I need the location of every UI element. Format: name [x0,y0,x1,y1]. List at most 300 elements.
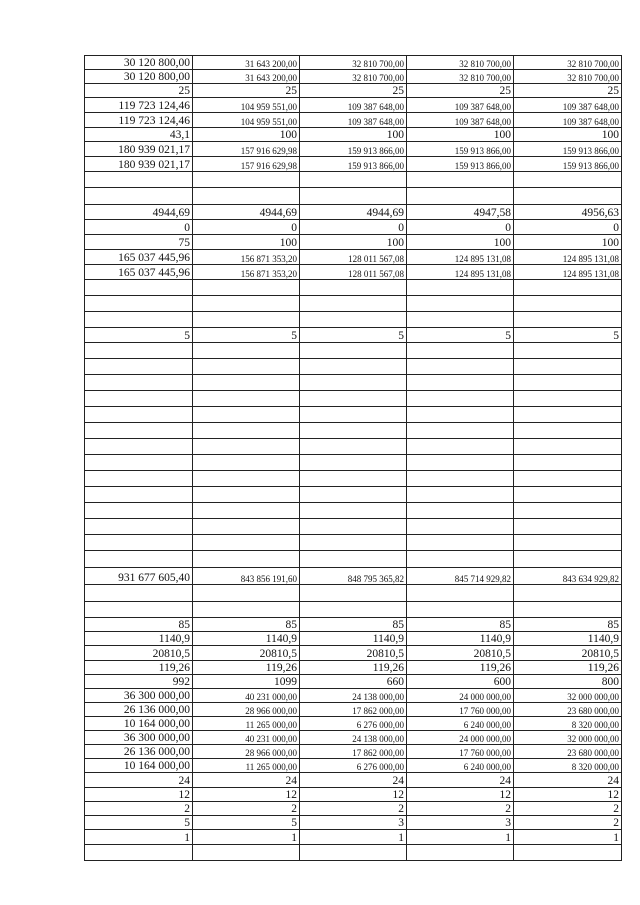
table-cell: 32 000 000,00 [514,689,622,703]
table-cell [300,845,407,861]
table-cell: 17 862 000,00 [300,745,407,759]
table-cell [193,519,300,535]
table-cell [514,343,622,359]
table-cell [85,503,193,519]
table-cell: 17 760 000,00 [407,703,514,717]
table-cell: 1140,9 [85,632,193,646]
table-cell: 10 164 000,00 [85,759,193,773]
table-cell: 10 164 000,00 [85,717,193,731]
table-row [85,845,622,861]
table-cell: 843 856 191,60 [193,568,300,585]
table-cell: 848 795 365,82 [300,568,407,585]
table-cell [300,280,407,296]
table-cell [407,423,514,439]
table-cell: 5 [85,328,193,343]
table-cell [85,375,193,391]
table-cell [514,487,622,503]
table-cell [300,455,407,471]
table-cell [300,407,407,423]
table-cell [407,519,514,535]
table-row [85,98,622,113]
table-cell [407,535,514,551]
table-cell: 85 [193,618,300,632]
table-row [85,585,622,602]
table-cell: 32 810 700,00 [514,70,622,84]
table-cell: 1140,9 [514,632,622,646]
table-cell: 660 [300,675,407,689]
table-cell: 25 [300,84,407,98]
table-cell [514,312,622,328]
table-cell [514,172,622,188]
table-cell [407,343,514,359]
table-cell: 5 [85,816,193,830]
table-cell [407,172,514,188]
table-cell [514,503,622,519]
table-cell: 8 320 000,00 [514,759,622,773]
table-cell: 119,26 [514,661,622,675]
table-cell [514,551,622,568]
table-row [85,788,622,802]
table-cell [85,535,193,551]
table-row [85,675,622,689]
table-row [85,602,622,618]
table-cell: 8 320 000,00 [514,717,622,731]
table-cell: 24 [514,773,622,788]
table-cell: 124 895 131,08 [407,250,514,265]
table-cell: 0 [300,220,407,235]
table-cell: 124 895 131,08 [407,265,514,280]
table-cell [85,407,193,423]
table-cell: 32 810 700,00 [407,70,514,84]
table-cell [300,535,407,551]
table-cell: 4944,69 [300,205,407,220]
table-cell: 119,26 [407,661,514,675]
table-cell [300,296,407,312]
table-cell: 4947,58 [407,205,514,220]
table-cell [300,487,407,503]
table-row [85,375,622,391]
table-cell [407,407,514,423]
table-cell: 128 011 567,08 [300,250,407,265]
table-cell: 32 810 700,00 [407,56,514,70]
table-cell [514,602,622,618]
table-cell: 157 916 629,98 [193,157,300,172]
table-cell [85,585,193,602]
table-cell [193,455,300,471]
table-cell [300,312,407,328]
table-cell [514,455,622,471]
table-cell [407,375,514,391]
table-cell: 800 [514,675,622,689]
table-row [85,84,622,98]
table-cell: 159 913 866,00 [300,142,407,157]
table-cell [193,423,300,439]
table-cell: 26 136 000,00 [85,745,193,759]
table-cell [85,439,193,455]
table-cell [514,585,622,602]
table-cell: 17 862 000,00 [300,703,407,717]
table-cell [300,585,407,602]
table-cell: 180 939 021,17 [85,142,193,157]
table-cell [514,391,622,407]
table-cell [193,487,300,503]
table-cell [85,296,193,312]
table-row [85,280,622,296]
table-cell: 32 000 000,00 [514,731,622,745]
table-cell [193,391,300,407]
table-cell [85,312,193,328]
table-row [85,759,622,773]
table-cell: 109 387 648,00 [407,113,514,128]
table-cell: 119 723 124,46 [85,113,193,128]
table-cell: 3 [300,816,407,830]
table-row [85,205,622,220]
table-cell [514,359,622,375]
table-cell [300,602,407,618]
table-cell: 4944,69 [85,205,193,220]
table-row [85,188,622,205]
table-cell [193,312,300,328]
table-cell: 85 [300,618,407,632]
table-cell [193,503,300,519]
table-cell: 109 387 648,00 [407,98,514,113]
table-cell [407,280,514,296]
table-cell: 5 [407,328,514,343]
table-body [85,56,622,861]
table-row [85,220,622,235]
table-cell: 1 [514,830,622,845]
table-cell [193,439,300,455]
table-row [85,250,622,265]
table-row [85,471,622,487]
table-cell: 124 895 131,08 [514,265,622,280]
table-cell: 4944,69 [193,205,300,220]
table-cell [407,551,514,568]
table-cell: 180 939 021,17 [85,157,193,172]
table-row [85,568,622,585]
table-cell: 2 [193,802,300,816]
table-cell: 32 810 700,00 [514,56,622,70]
table-cell [407,503,514,519]
table-cell [85,471,193,487]
table-cell: 5 [300,328,407,343]
table-cell: 24 [407,773,514,788]
table-row [85,646,622,661]
table-row [85,731,622,745]
table-cell [85,551,193,568]
table-cell: 12 [407,788,514,802]
table-cell: 119 723 124,46 [85,98,193,113]
table-cell: 156 871 353,20 [193,250,300,265]
table-cell [514,471,622,487]
table-cell: 128 011 567,08 [300,265,407,280]
table-cell: 159 913 866,00 [407,157,514,172]
table-cell [85,519,193,535]
table-cell: 5 [514,328,622,343]
table-cell: 20810,5 [85,646,193,661]
table-cell: 109 387 648,00 [300,113,407,128]
table-cell [193,343,300,359]
table-cell: 28 966 000,00 [193,745,300,759]
table-cell: 3 [407,816,514,830]
table-row [85,519,622,535]
table-cell: 5 [193,328,300,343]
table-row [85,172,622,188]
table-row [85,535,622,551]
table-cell: 12 [85,788,193,802]
table-cell: 1140,9 [300,632,407,646]
table-cell: 104 959 551,00 [193,98,300,113]
table-cell: 6 240 000,00 [407,717,514,731]
table-cell: 843 634 929,82 [514,568,622,585]
table-cell: 36 300 000,00 [85,689,193,703]
table-cell: 40 231 000,00 [193,689,300,703]
table-row [85,56,622,70]
table-row [85,128,622,142]
table-cell: 100 [407,128,514,142]
table-cell: 20810,5 [407,646,514,661]
data-table [84,55,622,861]
table-cell: 100 [193,235,300,250]
table-cell [193,602,300,618]
table-row [85,802,622,816]
table-cell [407,359,514,375]
table-cell: 31 643 200,00 [193,70,300,84]
table-cell [85,602,193,618]
table-cell: 20810,5 [300,646,407,661]
table-cell: 100 [407,235,514,250]
table-cell: 100 [514,235,622,250]
table-cell [85,172,193,188]
table-cell [407,585,514,602]
table-cell: 26 136 000,00 [85,703,193,717]
table-cell [300,439,407,455]
table-row [85,391,622,407]
table-cell: 0 [85,220,193,235]
table-cell: 109 387 648,00 [514,98,622,113]
table-cell [193,280,300,296]
table-cell [193,535,300,551]
table-cell [85,188,193,205]
table-cell: 24 138 000,00 [300,689,407,703]
table-cell: 23 680 000,00 [514,745,622,759]
table-cell: 24 [300,773,407,788]
table-cell [193,551,300,568]
table-cell: 12 [300,788,407,802]
table-cell: 159 913 866,00 [300,157,407,172]
table-cell [193,172,300,188]
table-cell [193,585,300,602]
table-cell: 0 [407,220,514,235]
table-cell [193,845,300,861]
table-cell: 25 [407,84,514,98]
table-cell: 1 [85,830,193,845]
table-cell: 6 240 000,00 [407,759,514,773]
table-cell: 25 [514,84,622,98]
table-cell: 11 265 000,00 [193,759,300,773]
table-cell [193,359,300,375]
table-cell: 24 [193,773,300,788]
table-cell: 31 643 200,00 [193,56,300,70]
table-cell: 159 913 866,00 [407,142,514,157]
table-cell: 0 [514,220,622,235]
table-cell: 119,26 [85,661,193,675]
table-row [85,717,622,731]
table-cell: 20810,5 [514,646,622,661]
table-row [85,830,622,845]
table-cell: 1 [407,830,514,845]
table-cell [514,845,622,861]
table-cell: 1 [193,830,300,845]
table-cell [407,312,514,328]
table-cell: 11 265 000,00 [193,717,300,731]
table-cell: 159 913 866,00 [514,157,622,172]
table-row [85,157,622,172]
table-row [85,773,622,788]
table-cell [514,439,622,455]
table-cell: 32 810 700,00 [300,70,407,84]
table-cell: 109 387 648,00 [514,113,622,128]
table-cell [407,471,514,487]
table-cell [407,602,514,618]
table-cell: 100 [514,128,622,142]
table-cell: 109 387 648,00 [300,98,407,113]
table-cell: 159 913 866,00 [514,142,622,157]
table-row [85,661,622,675]
table-cell: 25 [193,84,300,98]
table-row [85,745,622,759]
table-cell [514,519,622,535]
table-cell [85,359,193,375]
table-row [85,689,622,703]
table-row [85,407,622,423]
table-row [85,487,622,503]
table-cell: 6 276 000,00 [300,759,407,773]
table-cell: 40 231 000,00 [193,731,300,745]
table-cell [193,188,300,205]
table-cell: 75 [85,235,193,250]
table-cell: 25 [85,84,193,98]
table-cell: 24 000 000,00 [407,689,514,703]
table-cell: 2 [514,802,622,816]
table-cell: 2 [300,802,407,816]
table-cell [193,471,300,487]
table-cell [407,439,514,455]
table-row [85,265,622,280]
table-cell: 156 871 353,20 [193,265,300,280]
table-cell: 119,26 [300,661,407,675]
table-cell [514,188,622,205]
table-row [85,816,622,830]
table-row [85,70,622,84]
table-cell: 23 680 000,00 [514,703,622,717]
table-row [85,113,622,128]
table-cell: 2 [514,816,622,830]
table-cell [407,455,514,471]
table-cell: 100 [300,128,407,142]
table-cell: 36 300 000,00 [85,731,193,745]
table-cell [85,391,193,407]
table-cell [514,535,622,551]
table-cell [193,375,300,391]
table-cell: 24 [85,773,193,788]
table-cell [407,487,514,503]
table-cell [193,296,300,312]
table-cell: 157 916 629,98 [193,142,300,157]
table-cell: 2 [85,802,193,816]
table-cell: 1099 [193,675,300,689]
table-cell: 104 959 551,00 [193,113,300,128]
table-cell [300,188,407,205]
table-row [85,455,622,471]
table-cell [514,280,622,296]
table-cell [300,391,407,407]
table-cell [514,296,622,312]
table-cell [300,172,407,188]
table-cell [85,423,193,439]
table-cell: 17 760 000,00 [407,745,514,759]
table-cell [300,519,407,535]
table-cell: 1140,9 [193,632,300,646]
table-cell: 119,26 [193,661,300,675]
table-cell [514,407,622,423]
table-row [85,703,622,717]
table-cell: 20810,5 [193,646,300,661]
table-row [85,142,622,157]
table-cell [407,845,514,861]
table-cell: 32 810 700,00 [300,56,407,70]
table-row [85,503,622,519]
table-cell: 43,1 [85,128,193,142]
table-cell [300,471,407,487]
table-cell: 100 [300,235,407,250]
table-row [85,296,622,312]
table-cell [407,391,514,407]
table-cell: 85 [85,618,193,632]
table-cell: 12 [514,788,622,802]
table-cell: 1 [300,830,407,845]
table-cell: 85 [514,618,622,632]
table-row [85,359,622,375]
table-cell [300,551,407,568]
table-cell: 30 120 800,00 [85,70,193,84]
table-row [85,423,622,439]
table-cell [514,423,622,439]
table-cell: 845 714 929,82 [407,568,514,585]
table-row [85,439,622,455]
table-cell [85,280,193,296]
table-cell: 931 677 605,40 [85,568,193,585]
table-cell: 24 138 000,00 [300,731,407,745]
table-cell [85,487,193,503]
table-row [85,235,622,250]
table-cell: 6 276 000,00 [300,717,407,731]
table-cell: 100 [193,128,300,142]
table-cell [193,407,300,423]
table-cell [407,296,514,312]
table-row [85,551,622,568]
table-cell: 12 [193,788,300,802]
table-row [85,618,622,632]
table-cell [407,188,514,205]
table-cell: 1140,9 [407,632,514,646]
table-cell [300,359,407,375]
table-cell: 165 037 445,96 [85,265,193,280]
table-cell [514,375,622,391]
table-cell [300,423,407,439]
table-cell: 24 000 000,00 [407,731,514,745]
table-cell: 28 966 000,00 [193,703,300,717]
